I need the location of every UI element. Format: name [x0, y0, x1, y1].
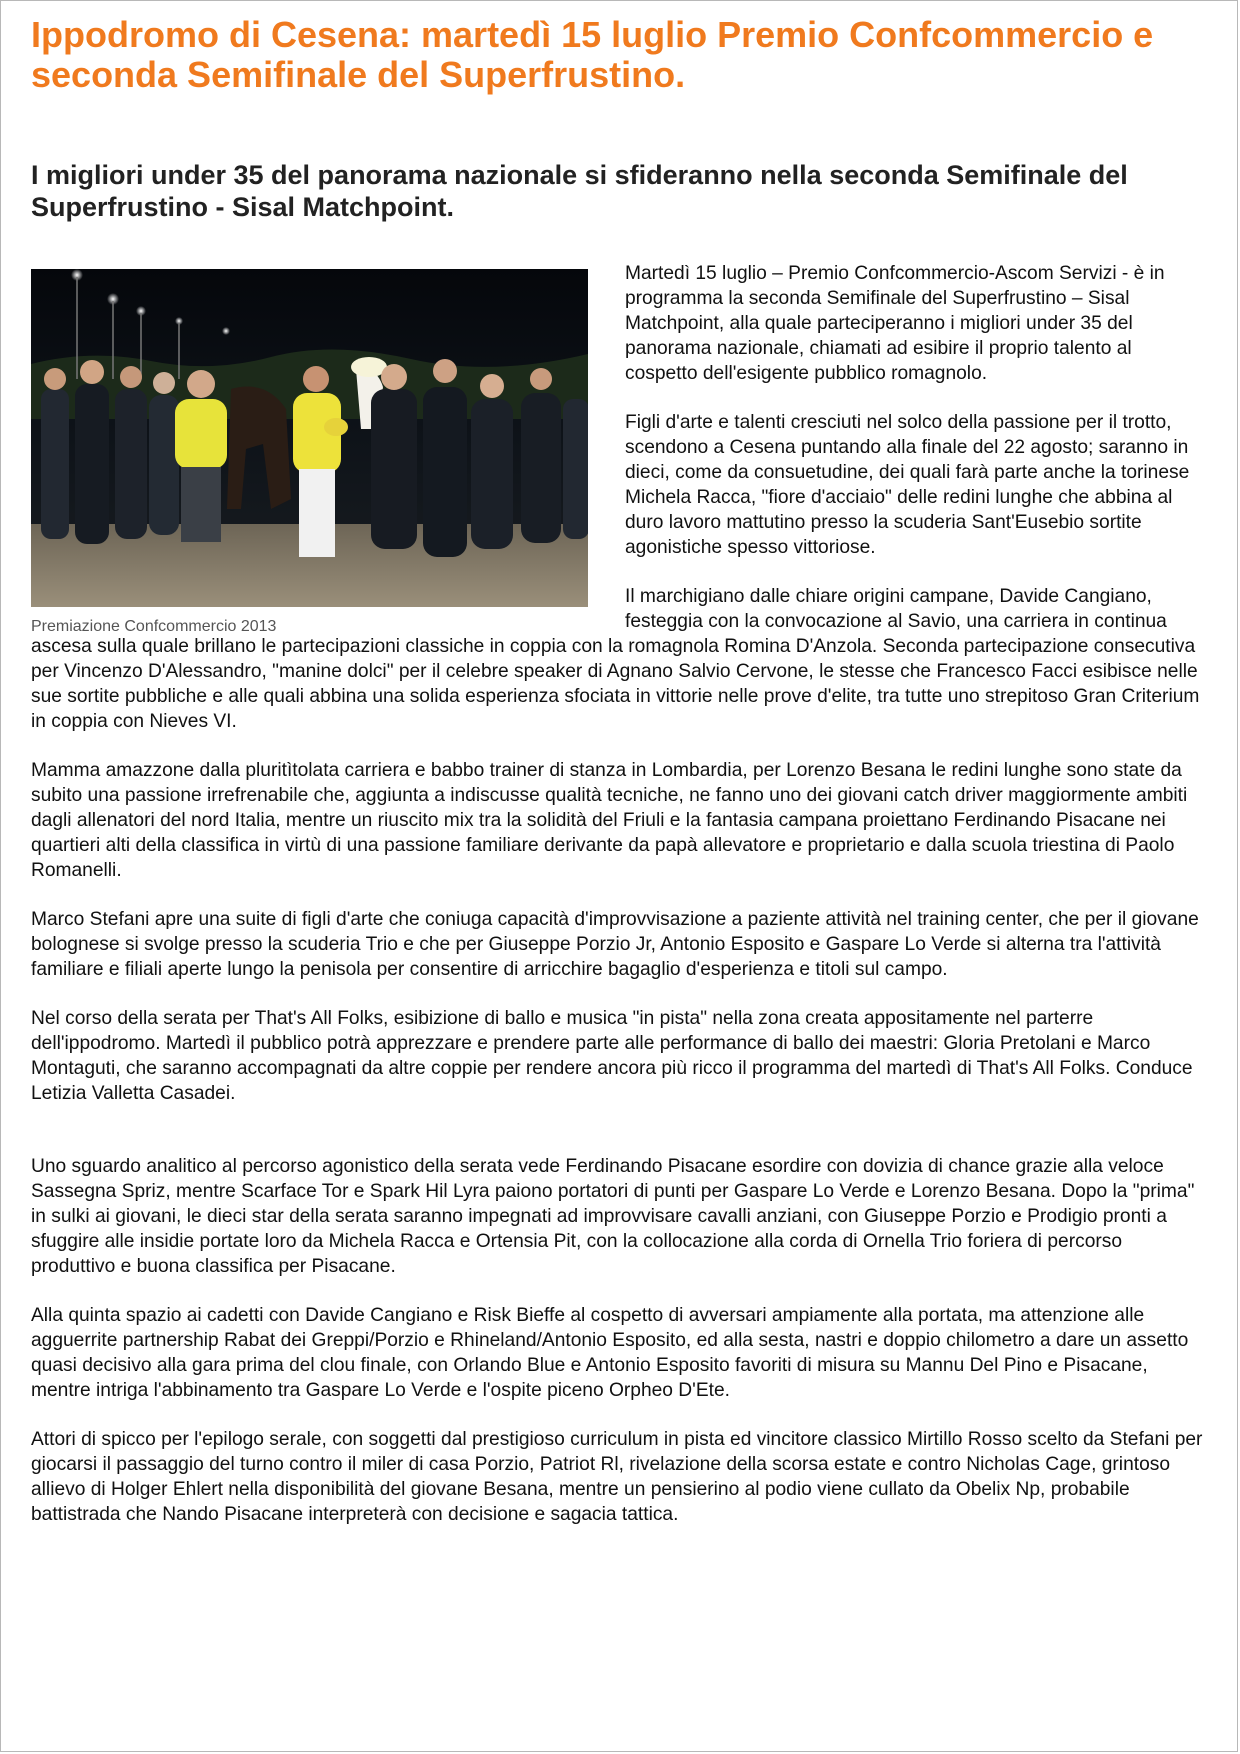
article-subtitle: I migliori under 35 del panorama nazionale si sfideranno nella seconda Semifinale del Superfrustino - Sisal Matchpoint. — [31, 160, 1128, 222]
article-body — [31, 261, 1203, 1551]
photo-float-spacer — [31, 261, 625, 631]
article-paragraph: Uno sguardo analitico al percorso agonistico della serata vede Ferdinando Pisacane esordire con dovizia di chance grazie alla veloce Sassegna Spriz, mentre Scarface Tor e Spark Hil Lyra paiono portatori di punti per Gaspare Lo Verde e Lorenzo Besana. Dopo la "prima" in sulki ai giovani, le dieci star della serata saranno impegnati ad improvvisare cavalli anziani, con Giuseppe Porzio e Prodigio pronti a sfuggire alle insidie portate loro da Michela Racca e Ortensia Pit, con la collocazione alla corda di Ornella Trio foriera di percorso produttivo e buona classifica per Pisacane. — [31, 1156, 1195, 1277]
article-paragraph: Nel corso della serata per That's All Folks, esibizione di ballo e musica "in pista" nella zona creata appositamente nel parterre dell'ippodromo. Martedì il pubblico potrà apprezzare e prendere parte alle performance di ballo dei maestri: Gloria Pretolani e Marco Montaguti, che saranno accompagnati da altre coppie per rendere ancora più ricco il programma del martedì di That's All Folks. Conduce Letizia Valletta Casadei. — [31, 1008, 1193, 1104]
article-paragraph: Il marchigiano dalle chiare origini campane, Davide Cangiano, festeggia con la convocazione al Savio, una carriera in continua ascesa sulla quale brillano le partecipazioni classiche in coppia con la romagnola Romina D'Anzola. Seconda partecipazione consecutiva per Vincenzo D'Alessandro, "manine dolci" per il celebre speaker di Agnano Salvio Cervone, le stesse che Francesco Facci esibisce nelle sue sortite pubbliche e alle quali abbina una solida esperienza sfociata in vittorie nelle prove d'elite, tra tutte uno strepitoso Gran Criterium in coppia con Nieves VI. — [31, 586, 1200, 732]
article-paragraph: Alla quinta spazio ai cadetti con Davide Cangiano e Risk Bieffe al cospetto di avversari ampiamente alla portata, ma attenzione alle agguerrite partnership Rabat dei Greppi/Porzio e Rhineland/Antonio Esposito, ed alla sesta, nastri e doppio chilometro a dare un assetto quasi decisivo alla gara prima del clou finale, con Orlando Blue e Antonio Esposito favoriti di misura su Mannu Del Pino e Pisacane, mentre intriga l'abbinamento tra Gaspare Lo Verde e l'ospite piceno Orpheo D'Ete. — [31, 1305, 1189, 1401]
article-paragraph: Martedì 15 luglio – Premio Confcommercio-Ascom Servizi - è in programma la seconda Semifinale del Superfrustino – Sisal Matchpoint, alla quale parteciperanno i migliori under 35 del panorama nazionale, chiamati ad esibire il proprio talento al cospetto dell'esigente pubblico romagnolo. — [625, 263, 1165, 384]
photo-caption: Premiazione Confcommercio 2013 — [31, 618, 277, 635]
article-paragraph: Marco Stefani apre una suite di figli d'arte che coniuga capacità d'improvvisazione a paziente attività nel training center, che per il giovane bolognese si svolge presso la scuderia Trio e che per Giuseppe Porzio Jr, Antonio Esposito e Gaspare Lo Verde si alterna tra l'attività familiare e filiali aperte lungo la penisola per consentire di arricchire bagaglio d'esperienza e titoli sul campo. — [31, 909, 1199, 980]
article-title: Ippodromo di Cesena: martedì 15 luglio Premio Confcommercio e seconda Semifinale del Superfrustino. — [31, 14, 1154, 95]
article-paragraph: Figli d'arte e talenti cresciuti nel solco della passione per il trotto, scendono a Cesena puntando alla finale del 22 agosto; saranno in dieci, come da consuetudine, dei quali farà parte anche la torinese Michela Racca, "fiore d'acciaio" delle redini lunghe che abbina al duro lavoro mattutino presso la scuderia Sant'Eusebio sortite agonistiche spesso vittoriose. — [625, 412, 1190, 558]
article-paragraph: Mamma amazzone dalla pluritìtolata carriera e babbo trainer di stanza in Lombardia, per Lorenzo Besana le redini lunghe sono state da subito una passione irrefrenabile che, aggiunta a indiscusse qualità tecniche, ne fanno uno dei giovani catch driver maggiormente ambiti dagli allenatori del nord Italia, mentre un riuscito mix tra la solidità del Friuli e la fantasia campana proiettano Ferdinando Pisacane nei quartieri alti della classifica in virtù di una passione familiare derivante da papà allevatore e proprietario e dalla scuola triestina di Paolo Romanelli. — [31, 760, 1188, 881]
article-paragraph: Attori di spicco per l'epilogo serale, con soggetti dal prestigioso curriculum in pista ed vincitore classico Mirtillo Rosso scelto da Stefani per giocarsi il passaggio del turno contro il miler di casa Porzio, Patriot Rl, rivelazione della scorsa estate e contro Nicholas Cage, grintoso allievo di Holger Ehlert nella disponibilità del giovane Besana, mentre un pensierino al podio viene cullato da Obelix Np, probabile battistrada che Nando Pisacane interpreterà con decisione e sagacia tattica. — [31, 1429, 1203, 1525]
